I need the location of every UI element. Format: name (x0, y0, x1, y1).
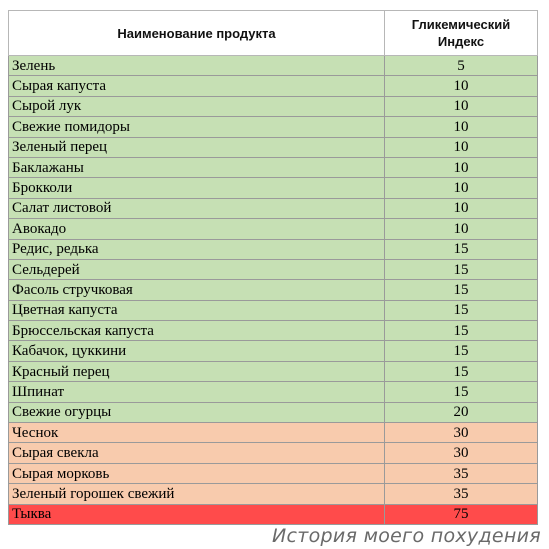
product-name-cell: Сырой лук (9, 96, 385, 116)
glycemic-index-header-line1: Гликемический (411, 17, 511, 32)
table-row (9, 198, 538, 218)
table-row (9, 443, 538, 463)
glycemic-index-cell: 20 (385, 402, 538, 422)
product-name-cell: Редис, редька (9, 239, 385, 259)
table-header-row (9, 11, 538, 56)
product-name-header-label: Наименование продукта (117, 25, 276, 41)
table-body (9, 56, 538, 525)
product-name-cell: Сырая морковь (9, 463, 385, 483)
glycemic-index-header-line2: Индекс (437, 34, 485, 49)
table-row (9, 423, 538, 443)
product-name-cell: Свежие помидоры (9, 117, 385, 137)
table-row (9, 484, 538, 504)
table-row (9, 504, 538, 524)
glycemic-index-cell: 30 (385, 443, 538, 463)
product-name-cell: Цветная капуста (9, 300, 385, 320)
product-name-cell: Авокадо (9, 219, 385, 239)
table-row (9, 178, 538, 198)
product-name-cell: Зеленый горошек свежий (9, 484, 385, 504)
glycemic-index-cell: 10 (385, 178, 538, 198)
glycemic-index-cell: 15 (385, 259, 538, 279)
product-name-cell: Зеленый перец (9, 137, 385, 157)
product-name-cell: Брокколи (9, 178, 385, 198)
product-name-cell: Сырая свекла (9, 443, 385, 463)
glycemic-index-header (385, 11, 538, 56)
table-row (9, 382, 538, 402)
glycemic-index-cell: 30 (385, 423, 538, 443)
glycemic-index-cell: 15 (385, 382, 538, 402)
product-name-cell: Тыква (9, 504, 385, 524)
product-name-cell: Фасоль стручковая (9, 280, 385, 300)
table-row (9, 300, 538, 320)
glycemic-index-cell: 10 (385, 117, 538, 137)
table-row (9, 137, 538, 157)
glycemic-index-cell: 10 (385, 198, 538, 218)
table-row (9, 361, 538, 381)
product-name-cell: Чеснок (9, 423, 385, 443)
table-row (9, 321, 538, 341)
glycemic-index-cell: 10 (385, 76, 538, 96)
table-row (9, 463, 538, 483)
table-row (9, 219, 538, 239)
product-name-cell: Зелень (9, 56, 385, 76)
glycemic-index-cell: 35 (385, 484, 538, 504)
glycemic-index-cell: 10 (385, 137, 538, 157)
glycemic-index-cell: 75 (385, 504, 538, 524)
glycemic-index-cell: 5 (385, 56, 538, 76)
glycemic-index-cell: 15 (385, 341, 538, 361)
product-name-cell: Баклажаны (9, 157, 385, 177)
glycemic-index-cell: 15 (385, 239, 538, 259)
glycemic-index-cell: 15 (385, 280, 538, 300)
product-name-cell: Брюссельская капуста (9, 321, 385, 341)
table-row (9, 117, 538, 137)
product-name-cell: Красный перец (9, 361, 385, 381)
table-row (9, 402, 538, 422)
table-row (9, 280, 538, 300)
product-name-cell: Кабачок, цуккини (9, 341, 385, 361)
glycemic-index-cell: 10 (385, 157, 538, 177)
glycemic-index-cell: 35 (385, 463, 538, 483)
table-row (9, 239, 538, 259)
product-name-cell: Сырая капуста (9, 76, 385, 96)
glycemic-index-cell: 15 (385, 300, 538, 320)
table-row (9, 341, 538, 361)
glycemic-index-cell: 15 (385, 361, 538, 381)
product-name-cell: Сельдерей (9, 259, 385, 279)
product-name-cell: Салат листовой (9, 198, 385, 218)
glycemic-index-table (8, 10, 538, 525)
glycemic-index-cell: 10 (385, 96, 538, 116)
table-row (9, 56, 538, 76)
product-name-cell: Свежие огурцы (9, 402, 385, 422)
table-row (9, 76, 538, 96)
table-row (9, 157, 538, 177)
product-name-header (9, 11, 385, 56)
glycemic-index-cell: 10 (385, 219, 538, 239)
watermark-text: История моего похудения (272, 525, 541, 547)
table-row (9, 96, 538, 116)
table-row (9, 259, 538, 279)
product-name-cell: Шпинат (9, 382, 385, 402)
glycemic-index-cell: 15 (385, 321, 538, 341)
